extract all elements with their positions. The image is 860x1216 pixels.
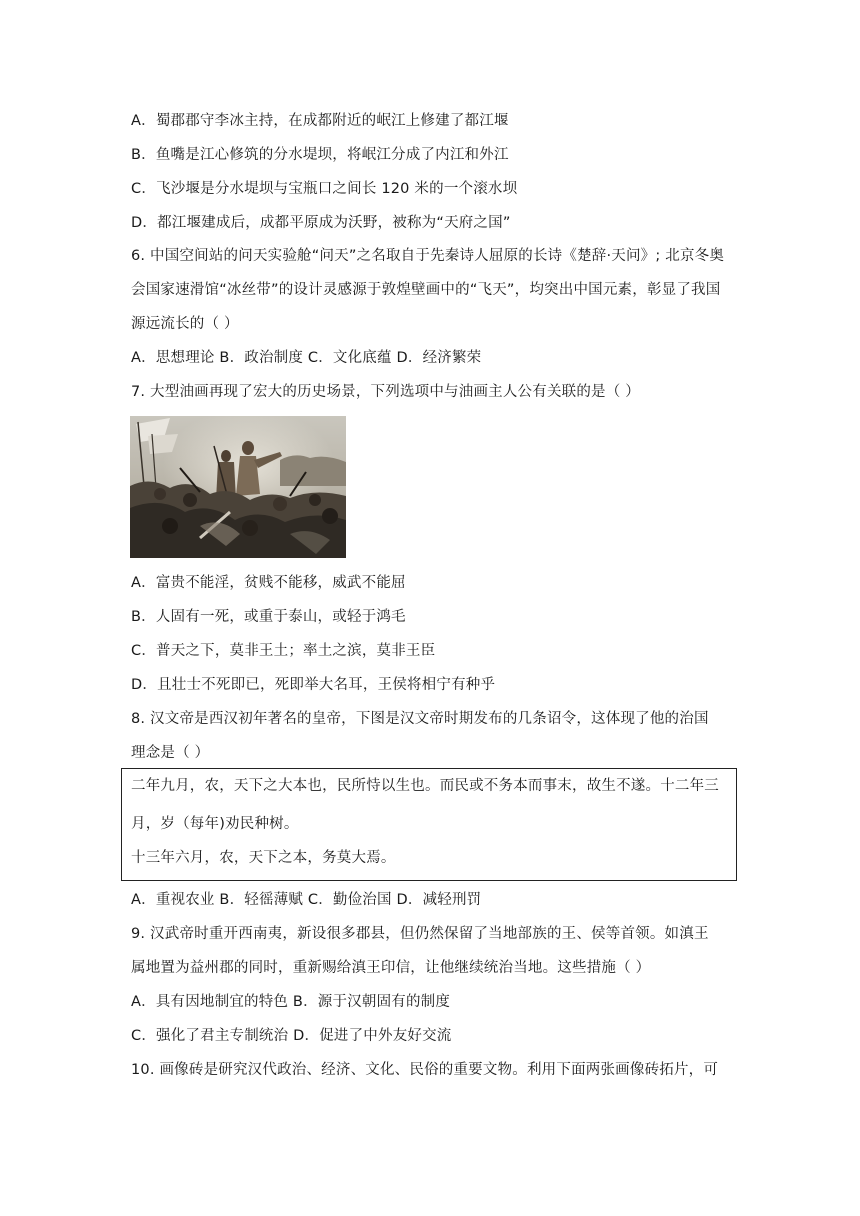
q9-options-cd: C．强化了君主专制统治 D．促进了中外友好交流: [131, 1028, 452, 1044]
edict-quote-box: [121, 768, 737, 881]
q7-option-a: A．富贵不能淫，贫贱不能移，威武不能屈: [131, 575, 406, 591]
q7-option-c: C．普天之下，莫非王土；率土之滨，莫非王臣: [131, 643, 436, 659]
q7-option-b: B．人固有一死，或重于泰山，或轻于鸿毛: [131, 609, 406, 625]
q6-stem-line-1: 6. 中国空间站的问天实验舱“问天”之名取自于先秦诗人屈原的长诗《楚辞·天问》; 北京冬奥: [131, 248, 725, 264]
edict-line-1: 二年九月，农，天下之大本也，民所恃以生也。而民或不务本而事末，故生不遂。十二年三: [131, 778, 719, 794]
q10-stem-line-1: 10. 画像砖是研究汉代政治、经济、文化、民俗的重要文物。利用下面两张画像砖拓片，可: [131, 1062, 719, 1078]
q9-stem-line-2: 属地置为益州郡的同时，重新赐给滇王印信，让他继续统治当地。这些措施（ ）: [131, 960, 651, 976]
oil-painting-image: [130, 416, 346, 558]
q7-option-d: D．且壮士不死即已，死即举大名耳，王侯将相宁有种乎: [131, 677, 496, 693]
edict-line-2: 月，岁（每年)劝民种树。: [131, 816, 299, 832]
q8-options: A．重视农业 B．轻徭薄赋 C．勤俭治国 D．减轻刑罚: [131, 892, 482, 908]
q7-stem: 7. 大型油画再现了宏大的历史场景，下列选项中与油画主人公有关联的是（ ）: [131, 384, 640, 400]
q5-option-a: A．蜀郡郡守李冰主持，在成都附近的岷江上修建了都江堰: [131, 113, 509, 129]
q6-options: A．思想理论 B．政治制度 C．文化底蕴 D．经济繁荣: [131, 350, 482, 366]
edict-line-3: 十三年六月，农，天下之本，务莫大焉。: [131, 850, 396, 866]
q6-stem-line-3: 源远流长的（ ）: [131, 316, 239, 332]
q5-option-b: B．鱼嘴是江心修筑的分水堤坝，将岷江分成了内江和外江: [131, 147, 509, 163]
q8-stem-line-2: 理念是（ ）: [131, 745, 210, 761]
q5-option-d: D．都江堰建成后，成都平原成为沃野，被称为“天府之国”: [131, 215, 511, 231]
q6-stem-line-2: 会国家速滑馆“冰丝带”的设计灵感源于敦煌壁画中的“飞天”，均突出中国元素，彰显了我国: [131, 282, 721, 298]
q9-stem-line-1: 9. 汉武帝时重开西南夷，新设很多郡县，但仍然保留了当地部族的王、侯等首领。如滇王: [131, 926, 709, 942]
q8-stem-line-1: 8. 汉文帝是西汉初年著名的皇帝，下图是汉文帝时期发布的几条诏令，这体现了他的治国: [131, 711, 709, 727]
q9-options-ab: A．具有因地制宜的特色 B．源于汉朝固有的制度: [131, 994, 451, 1010]
q5-option-c: C．飞沙堰是分水堤坝与宝瓶口之间长 120 米的一个滚水坝: [131, 181, 518, 197]
